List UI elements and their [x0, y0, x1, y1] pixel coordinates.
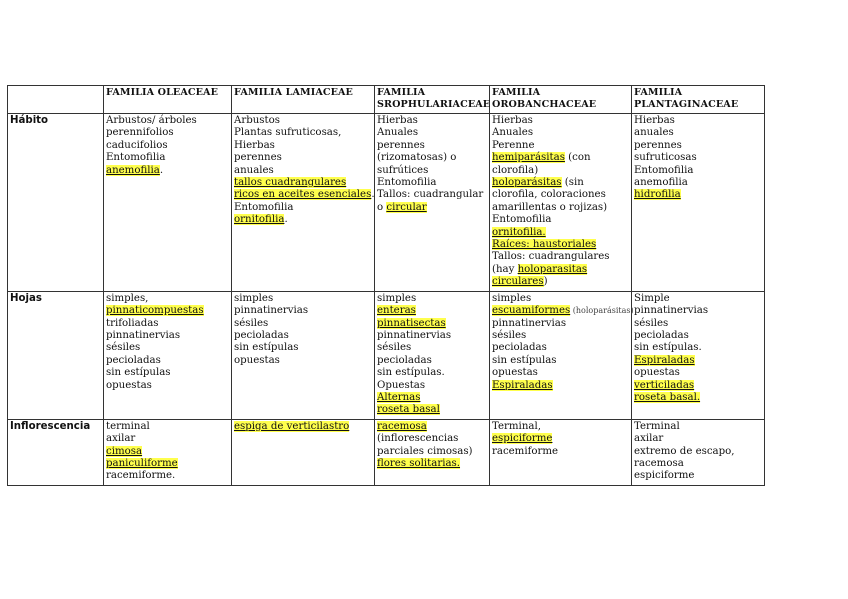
text-line: Arbustos [234, 115, 280, 126]
text-line: Perenne [492, 139, 535, 151]
text-line: Hierbas [234, 139, 275, 151]
highlighted-text: circular [386, 201, 427, 213]
text-line: pinnatinervias [377, 329, 452, 341]
text-line: Hierbas [492, 115, 533, 126]
text-line [492, 152, 629, 164]
highlighted-text: cimosa [106, 445, 143, 457]
highlighted-text: Alternas [377, 391, 421, 403]
row-hojas [8, 291, 765, 419]
highlighted-text: anemofilia [106, 164, 160, 176]
highlighted-text: ornitofilia. [492, 226, 546, 238]
text-line: perennes [634, 139, 682, 151]
text-line: terminal [106, 420, 150, 432]
text-line: sésiles [106, 342, 141, 354]
text-line: Terminal [634, 420, 680, 432]
text-line: sin estípulas. [634, 342, 702, 354]
text-line: sufruticosas [634, 152, 697, 164]
highlighted-text: tallos cuadrangulares [234, 177, 347, 189]
text-fragment: (con [564, 152, 591, 164]
text-line: racemosa [634, 457, 684, 469]
text-line: Tallos: cuadrangulares [492, 251, 610, 263]
highlighted-text: ornitofilia [234, 214, 285, 226]
row-label-inflorescencia: Inflorescencia [8, 419, 104, 485]
highlighted-text: enteras [377, 305, 416, 317]
text-line: sésiles [377, 342, 412, 354]
text-line: pinnatinervias [492, 317, 567, 329]
text-line: (inflorescencias [377, 433, 459, 445]
text-fragment: (hay [492, 263, 518, 275]
text-line: Anuales [377, 127, 419, 139]
row-inflorescencia [8, 419, 765, 485]
text-fragment: . [284, 214, 288, 226]
text-line: Tallos: cuadrangular [377, 189, 484, 201]
text-fragment: o [377, 201, 387, 213]
text-line: simples, [106, 292, 149, 304]
text-fragment: . [371, 189, 375, 201]
header-oleaceae: FAMILIA OLEACEAE [104, 86, 232, 114]
text-line: axilar [634, 433, 664, 445]
cell-habito-lamiaceae [232, 114, 375, 292]
cell-hojas-lamiaceae [232, 291, 375, 419]
header-orobanchaceae: FAMILIA OROBANCHACEAE [490, 86, 632, 114]
text-line: simples [492, 292, 532, 304]
text-line [377, 318, 487, 330]
text-line: anuales [634, 127, 674, 139]
text-line: (rizomatosas) o [377, 152, 457, 164]
text-line: trifoliadas [106, 317, 159, 329]
row-habito [8, 114, 765, 292]
text-line [492, 276, 629, 288]
text-line: opuestas [234, 354, 280, 366]
text-line [234, 214, 372, 226]
text-line: Simple [634, 292, 670, 304]
highlighted-text: roseta basal. [634, 391, 701, 403]
text-line: pecioladas [634, 329, 689, 341]
text-line [377, 305, 487, 317]
text-line: Arbustos/ árboles [106, 115, 197, 126]
text-line: sin estípulas. [377, 367, 445, 379]
highlighted-text: Espiraladas [492, 379, 553, 391]
text-line [377, 392, 487, 404]
highlighted-text: circulares [492, 276, 544, 288]
text-line [634, 355, 762, 367]
text-line [234, 177, 372, 189]
text-line: simples [377, 292, 417, 304]
text-line [377, 458, 487, 470]
text-line: perennes [234, 152, 282, 164]
text-line: Hierbas [634, 115, 675, 126]
header-scrophulariaceae: FAMILIA SROPHULARIACEAE [375, 86, 490, 114]
header-empty [8, 86, 104, 114]
highlighted-text: Espiraladas [634, 354, 695, 366]
highlighted-text: hidrofilia [634, 189, 681, 201]
text-line: Anuales [492, 127, 534, 139]
text-line [492, 227, 629, 239]
text-line [377, 202, 487, 214]
text-line: Entomofilia [377, 177, 437, 189]
highlighted-text: pinnaticompuestas [106, 305, 204, 317]
text-line: anuales [234, 164, 274, 176]
text-line [106, 458, 229, 470]
highlighted-text: roseta basal [377, 404, 440, 416]
highlighted-text: holoparásitas [492, 177, 562, 189]
highlighted-text: espiciforme [492, 433, 553, 445]
text-line: perennifolios [106, 127, 174, 139]
text-line [492, 305, 634, 317]
text-line: sufrútices [377, 164, 429, 176]
text-line: simples [234, 292, 274, 304]
row-label-hojas: Hojas [8, 291, 104, 419]
botany-families-table [7, 85, 765, 486]
text-line: sésiles [634, 317, 669, 329]
highlighted-text: flores solitarias. [377, 457, 461, 469]
cell-inflo-orobanchaceae [490, 419, 632, 485]
text-line [377, 421, 487, 433]
text-line: sésiles [234, 317, 269, 329]
text-line: Plantas sufruticosas, [234, 127, 342, 139]
text-line: axilar [106, 433, 136, 445]
text-fragment: (sin [561, 177, 584, 189]
header-row [8, 86, 765, 114]
text-line [377, 404, 487, 416]
text-line [234, 421, 372, 433]
text-line: opuestas [106, 379, 152, 391]
cell-inflo-plantaginaceae [632, 419, 765, 485]
row-label-habito: Hábito [8, 114, 104, 292]
text-line [106, 305, 229, 317]
cell-hojas-orobanchaceae [490, 291, 632, 419]
text-line [106, 165, 229, 177]
text-line [634, 392, 762, 404]
text-line: pecioladas [377, 354, 432, 366]
text-line: espiciforme [634, 470, 695, 482]
cell-habito-orobanchaceae [490, 114, 632, 292]
text-line: clorofila, coloraciones [492, 189, 606, 201]
cell-habito-oleaceae [104, 114, 232, 292]
text-line: pecioladas [106, 354, 161, 366]
cell-hojas-oleaceae [104, 291, 232, 419]
text-line [106, 446, 229, 458]
header-plantaginaceae: FAMILIA PLANTAGINACEAE [632, 86, 765, 114]
text-line [634, 189, 762, 201]
highlighted-text: escuamiformes [492, 305, 571, 317]
text-line: pinnatinervias [234, 305, 309, 317]
text-line: sin estípulas [492, 354, 557, 366]
text-line [492, 380, 629, 392]
cell-habito-scrophulariaceae [375, 114, 490, 292]
text-line: Entomofilia [234, 201, 294, 213]
text-fragment: . [159, 164, 164, 176]
text-line: Terminal, [492, 420, 541, 432]
text-line [492, 264, 629, 276]
text-line: Hierbas [377, 115, 418, 126]
text-line: parciales cimosas) [377, 445, 473, 457]
highlighted-text: ricos en aceites esenciales [234, 189, 372, 201]
text-line: racemiforme [492, 445, 559, 457]
text-line: pinnatinervias [106, 329, 181, 341]
cell-habito-plantaginaceae [632, 114, 765, 292]
text-line: sésiles [492, 329, 527, 341]
text-line: Entomofilia [106, 152, 166, 164]
cell-hojas-plantaginaceae [632, 291, 765, 419]
text-line: sin estípulas [234, 342, 299, 354]
header-lamiaceae: FAMILIA LAMIACEAE [232, 86, 375, 114]
text-line [492, 239, 629, 251]
text-line: pecioladas [492, 342, 547, 354]
highlighted-text: Raíces: haustoriales [492, 239, 597, 251]
text-fragment: (holoparásitas) [570, 306, 634, 316]
text-line: opuestas [492, 367, 538, 379]
cell-inflo-scrophulariaceae [375, 419, 490, 485]
text-line: amarillentas o rojizas) [492, 201, 608, 213]
highlighted-text: hemiparásitas [492, 152, 565, 164]
cell-hojas-scrophulariaceae [375, 291, 490, 419]
text-line: caducifolios [106, 139, 168, 151]
text-line [492, 177, 629, 189]
highlighted-text: holoparasitas [517, 263, 588, 275]
text-line: Entomofilia [492, 214, 552, 226]
highlighted-text: espiga de verticilastro [234, 420, 350, 432]
highlighted-text: racemosa [377, 420, 427, 432]
cell-inflo-lamiaceae [232, 419, 375, 485]
text-line: pecioladas [234, 329, 289, 341]
text-line: extremo de escapo, [634, 445, 735, 457]
text-line: Entomofilia [634, 164, 694, 176]
text-line: pinnatinervias [634, 305, 709, 317]
text-line: perennes [377, 139, 425, 151]
text-line [234, 189, 375, 201]
text-line [634, 380, 762, 392]
text-line: anemofilia [634, 177, 688, 189]
highlighted-text: pinnatisectas [377, 317, 446, 329]
text-line [492, 433, 629, 445]
text-line: opuestas [634, 367, 680, 379]
text-line: sin estípulas [106, 367, 171, 379]
text-fragment: ) [543, 276, 548, 288]
cell-inflo-oleaceae [104, 419, 232, 485]
text-line: Opuestas [377, 379, 426, 391]
highlighted-text: paniculiforme [106, 457, 178, 469]
text-line: racemiforme. [106, 470, 176, 482]
text-line: clorofila) [492, 164, 539, 176]
highlighted-text: verticiladas [634, 379, 695, 391]
